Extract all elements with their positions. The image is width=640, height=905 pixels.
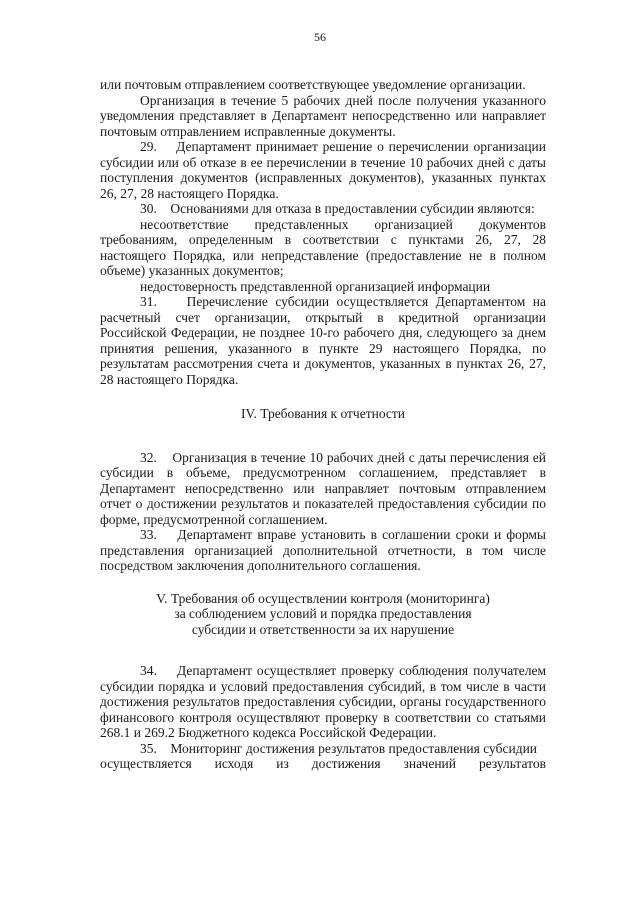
paragraph-continuation: или почтовым отправлением соответствующее уведомление организации. [100,77,526,92]
paragraph-31: 31. Перечисление субсидии осуществляется Департаментом на расчетный счет организации, открытый в кредитной организации Российской Федерации, не позднее 10-го рабочего дня, следующего за днем принятия решения, указанного в пункте 29 настоящего Порядка, по результатам рассмотрения счета и документов, указанных в пунктах 26, 27, 28 настоящего Порядка. [100,294,546,387]
paragraph-32: 32. Организация в течение 10 рабочих дней с даты перечисления ей субсидии в объеме, предусмотренном соглашением, представляет в Департамент непосредственно или направляет почтовым отправлением отчет о достижении результатов и показателей предоставления субсидии по форме, предусмотренной соглашением. [100,449,546,527]
paragraph-30: 30. Основаниями для отказа в предоставлении субсидии являются: [140,201,535,216]
document-body [100,77,546,772]
paragraph-35-continuation: осуществляется исходя из достижения значений результатов [100,756,546,771]
section-iv-heading: IV. Требования к отчетности [240,406,406,421]
paragraph-refusal-reason-1: несоответствие представленных организацией документов требованиям, определенным в соответствии с пунктами 26, 27, 28 настоящего Порядка, или непредставление (предоставление не в полном объеме) указанных документов; [100,216,546,278]
paragraph-35: 35. Мониторинг достижения результатов предоставления субсидии [140,740,538,756]
paragraph-refusal-reason-2: недостоверность представленной организацией информации [140,278,491,294]
section-v-heading-line-3: субсидии и ответственности за их нарушение [191,621,455,637]
paragraph-correction-notice: Организация в течение 5 рабочих дней после получения указанного уведомления представляет в Департамент непосредственно или направляет почтовым отправлением исправленные документы. [100,92,546,139]
section-v-heading [100,591,546,638]
page-number: 56 [314,30,326,44]
paragraph-34: 34. Департамент осуществляет проверку соблюдения получателем субсидии порядка и условий предоставления субсидий, в том числе в части достижения результатов предоставления субсидии, органы государственного финансового контроля осуществляют проверку в соответствии со статьями 268.1 и 269.2 Бюджетного кодекса Российской Федерации. [100,663,546,740]
paragraph-33: 33. Департамент вправе установить в соглашении сроки и формы представления организацией дополнительной отчетности, в том числе посредством заключения дополнительного соглашения. [100,527,546,573]
section-v-heading-line-2: за соблюдением условий и порядка предоставления [174,606,472,621]
section-v-heading-line-1: V. Требования об осуществлении контроля (мониторинга) [156,590,490,606]
paragraph-29: 29. Департамент принимает решение о перечислении организации субсидии или об отказе в ее перечислении в течение 10 рабочих дней с даты поступления документов (исправленных документов), указанных пунктах 26, 27, 28 настоящего Порядка. [100,139,546,201]
